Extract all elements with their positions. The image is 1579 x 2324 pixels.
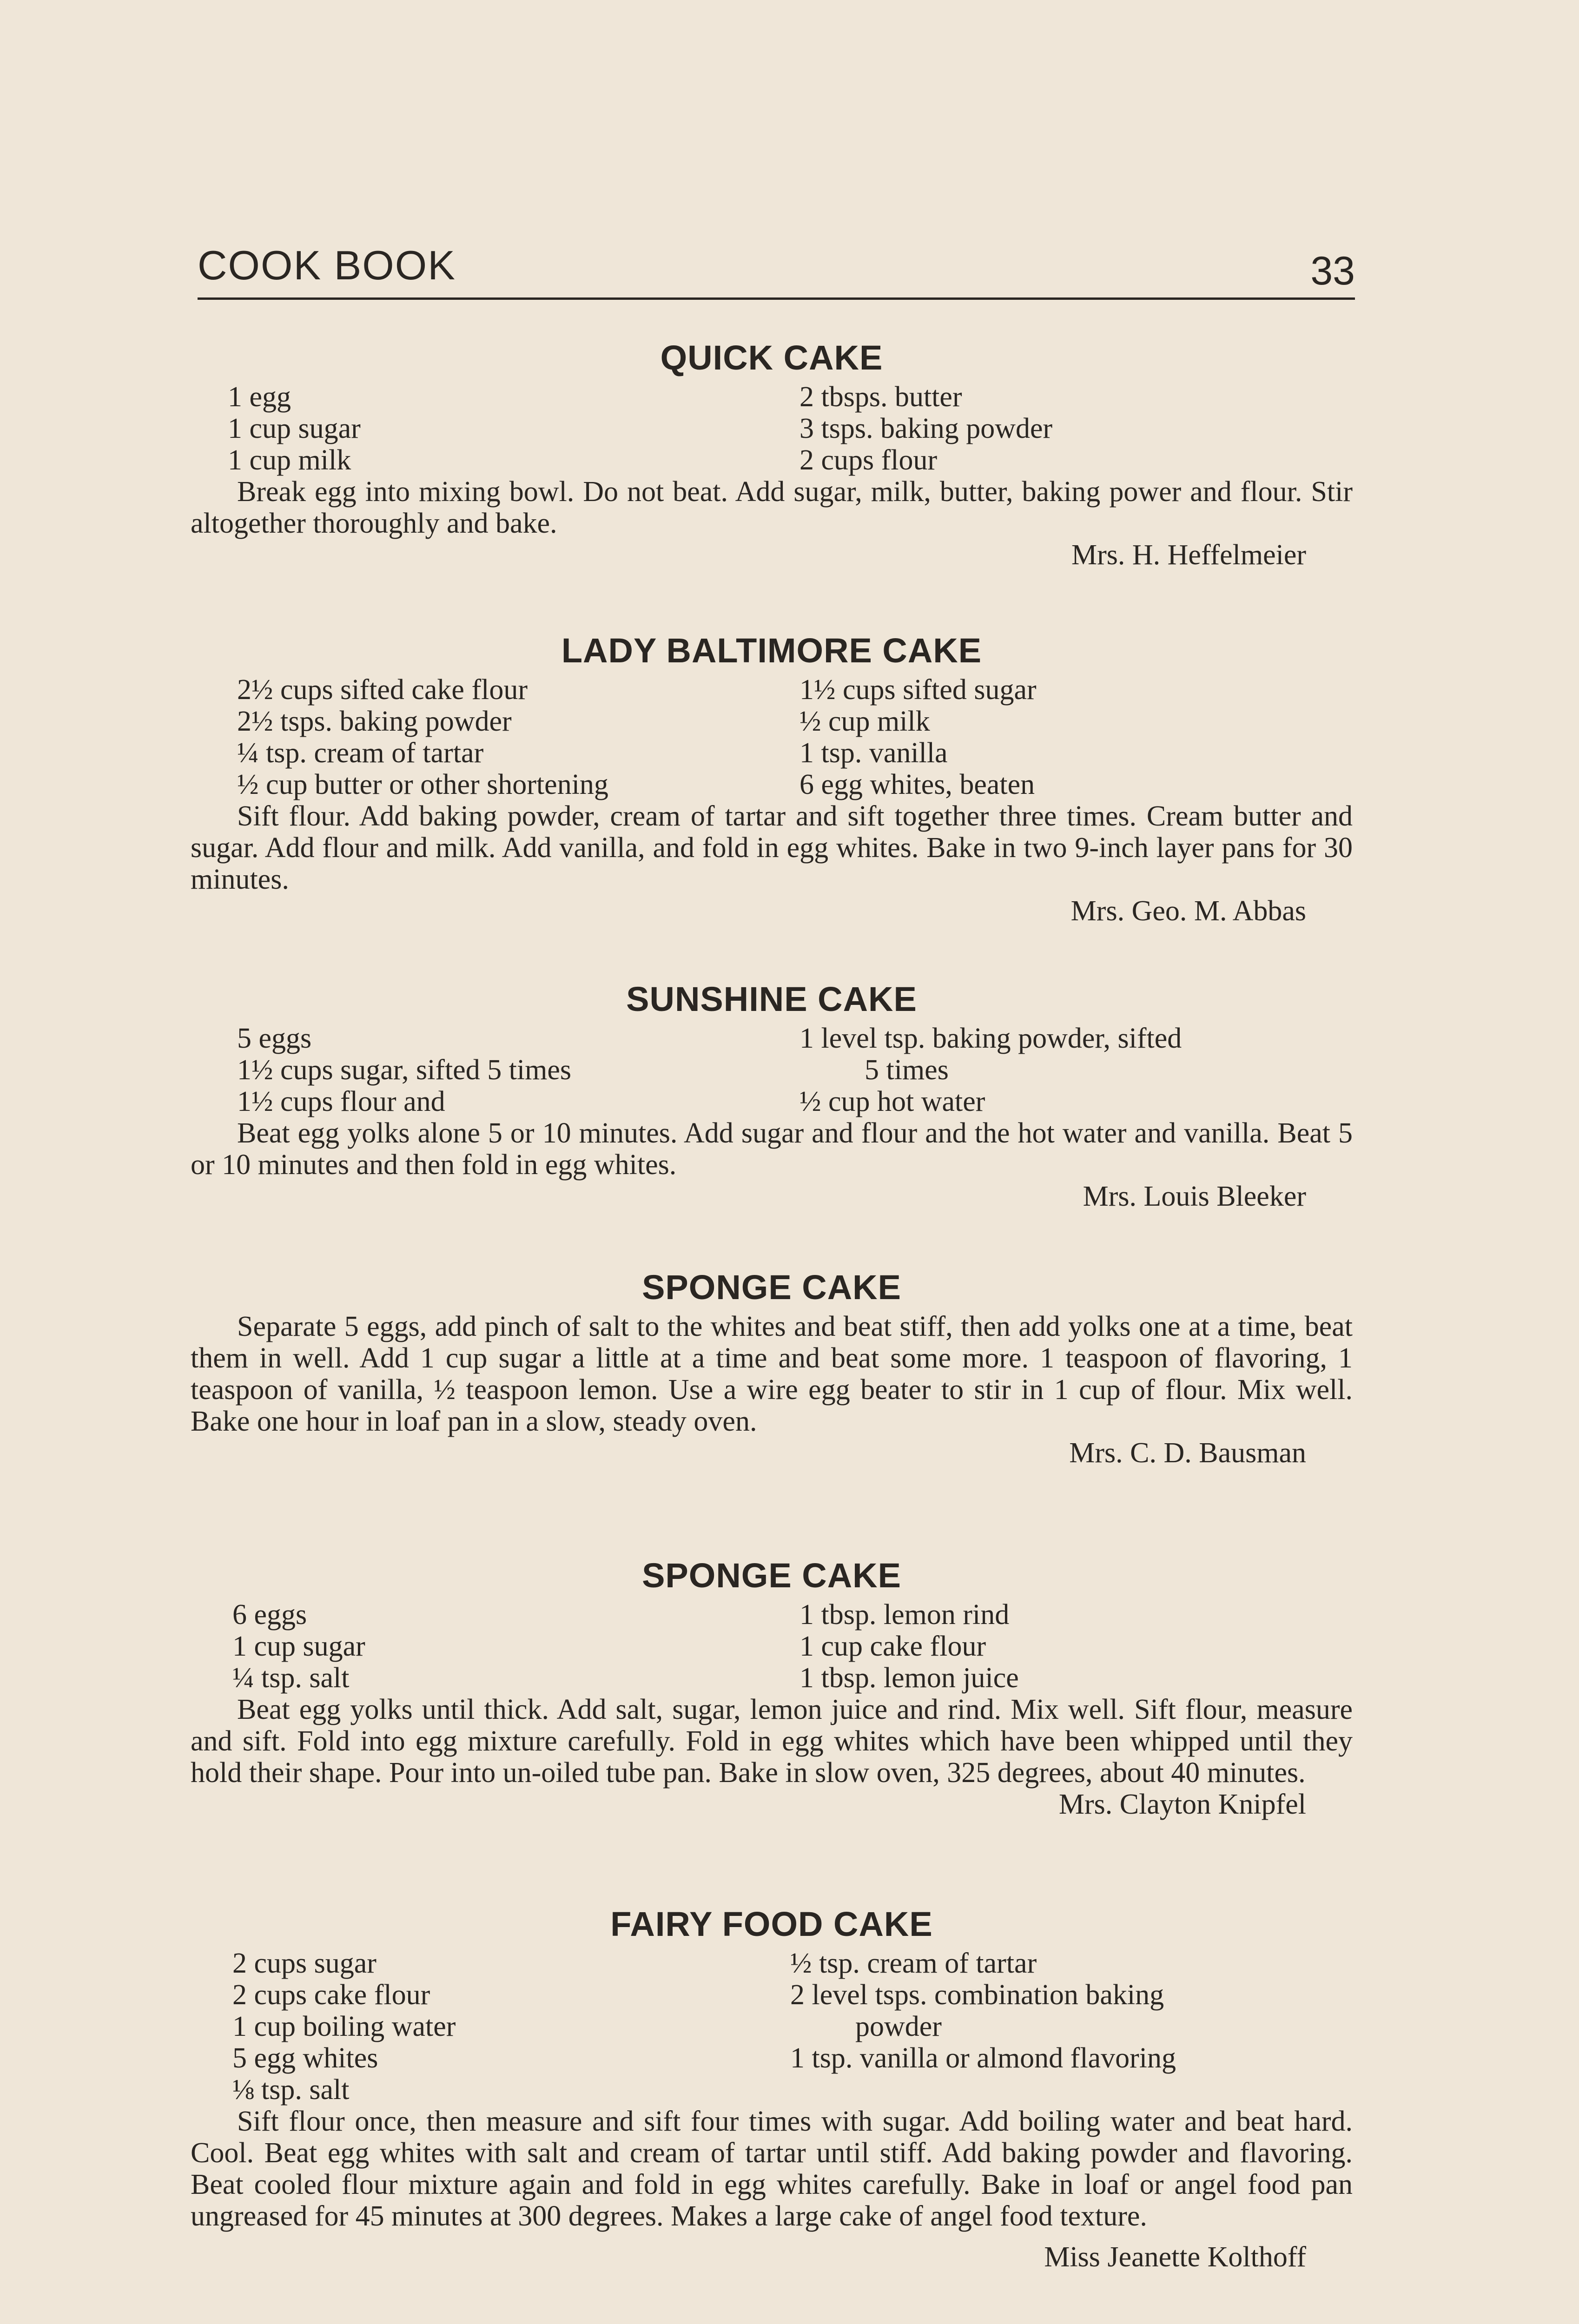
ingredient: ½ cup hot water — [799, 1086, 985, 1117]
ingredient: 1 level tsp. baking powder, sifted — [799, 1023, 1182, 1054]
ingredient: 1½ cups sugar, sifted 5 times — [237, 1054, 572, 1086]
recipe-directions: Break egg into mixing bowl. Do not beat. Add sugar, milk, butter, baking power and flour. Stir altogether thoroughly and bake. — [191, 476, 1353, 539]
page-number: 33 — [1310, 249, 1355, 293]
ingredient: ¼ tsp. cream of tartar — [237, 737, 484, 769]
ingredient: powder — [855, 2011, 942, 2042]
ingredient: 2 tbsps. butter — [799, 381, 962, 413]
ingredient: 6 egg whites, beaten — [799, 769, 1035, 800]
recipe-title: SPONGE CAKE — [642, 1556, 901, 1595]
ingredient: 1 tbsp. lemon juice — [799, 1662, 1019, 1694]
ingredient: ½ cup milk — [799, 706, 930, 737]
ingredient: 2 level tsps. combination baking — [790, 1979, 1164, 2011]
ingredient: 1 cup sugar — [228, 413, 361, 444]
recipe-directions: Beat egg yolks until thick. Add salt, sugar, lemon juice and rind. Mix well. Sift flour, measure and sift. Fold into egg mixture carefully. Fold in egg whites which have been whipped until they hold their shape. Pour into un-oiled tube pan. Bake in slow oven, 325 degrees, about 40 minutes. — [191, 1694, 1353, 1789]
recipe-sponge-cake-2 — [191, 1552, 1353, 1820]
ingredient: 1 egg — [228, 381, 291, 413]
ingredient: 1 cup sugar — [232, 1631, 365, 1662]
ingredient-list — [191, 1599, 1353, 1694]
recipe-directions: Beat egg yolks alone 5 or 10 minutes. Add sugar and flour and the hot water and vanilla. Beat 5 or 10 minutes and then fold in egg whites. — [191, 1117, 1353, 1181]
recipe-sponge-cake-1 — [191, 1264, 1353, 1469]
ingredient: 2 cups cake flour — [232, 1979, 430, 2011]
page-header — [198, 242, 1355, 300]
ingredient: 1 tsp. vanilla — [799, 737, 948, 769]
recipe-author: Mrs. H. Heffelmeier — [1071, 539, 1306, 571]
recipe-title: QUICK CAKE — [660, 338, 883, 377]
ingredient: 2½ tsps. baking powder — [237, 706, 512, 737]
ingredient: 1 tsp. vanilla or almond flavoring — [790, 2042, 1176, 2074]
ingredient: ⅛ tsp. salt — [232, 2074, 350, 2106]
recipe-author: Mrs. Geo. M. Abbas — [1070, 895, 1306, 927]
ingredient: 1½ cups flour and — [237, 1086, 445, 1117]
ingredient: 1 cup milk — [228, 444, 351, 476]
ingredient-list — [191, 381, 1353, 476]
recipe-directions: Sift flour once, then measure and sift four times with sugar. Add boiling water and beat hard. Cool. Beat egg whites with salt and cream of tartar until stiff. Add baking powder and flavoring. Beat cooled flour mixture again and fold in egg whites carefully. Bake in loaf or angel food pan ungreased for 45 minutes at 300 degrees. Makes a large cake of angel food texture. — [191, 2106, 1353, 2232]
recipe-author: Mrs. Clayton Knipfel — [1058, 1789, 1306, 1820]
recipe-title: SUNSHINE CAKE — [626, 980, 917, 1018]
recipe-fairy-food-cake — [191, 1901, 1353, 2273]
recipe-directions: Separate 5 eggs, add pinch of salt to the whites and beat stiff, then add yolks one at a time, beat them in well. Add 1 cup sugar a little at a time and beat some more. 1 teaspoon of flavoring, 1 teaspoon of vanilla, ½ teaspoon lemon. Use a wire egg beater to stir in 1 cup of flour. Mix well. Bake one hour in loaf pan in a slow, steady oven. — [191, 1311, 1353, 1437]
ingredient-list — [191, 1023, 1353, 1117]
recipe-author: Mrs. C. D. Bausman — [1069, 1437, 1306, 1469]
ingredient: 3 tsps. baking powder — [799, 413, 1053, 444]
ingredient: ½ cup butter or other shortening — [237, 769, 608, 800]
recipe-author: Mrs. Louis Bleeker — [1083, 1181, 1306, 1212]
recipe-quick-cake — [191, 335, 1353, 571]
ingredient: 1½ cups sifted sugar — [799, 674, 1037, 706]
ingredient: 1 tbsp. lemon rind — [799, 1599, 1010, 1631]
recipe-author: Miss Jeanette Kolthoff — [1044, 2241, 1306, 2273]
ingredient-list — [191, 674, 1353, 800]
ingredient: 1 cup cake flour — [799, 1631, 986, 1662]
ingredient: 1 cup boiling water — [232, 2011, 456, 2042]
recipe-directions: Sift flour. Add baking powder, cream of tartar and sift together three times. Cream butter and sugar. Add flour and milk. Add vanilla, and fold in egg whites. Bake in two 9-inch layer pans for 30 minutes. — [191, 800, 1353, 895]
ingredient: ½ tsp. cream of tartar — [790, 1948, 1037, 1979]
ingredient: 2 cups flour — [799, 444, 938, 476]
ingredient-list — [191, 1948, 1353, 2106]
ingredient: 6 eggs — [232, 1599, 307, 1631]
recipe-title: FAIRY FOOD CAKE — [610, 1905, 933, 1943]
recipe-title: LADY BALTIMORE CAKE — [561, 631, 982, 670]
ingredient: 5 egg whites — [232, 2042, 378, 2074]
recipe-lady-baltimore-cake — [191, 627, 1353, 927]
ingredient: 5 eggs — [237, 1023, 312, 1054]
recipe-title: SPONGE CAKE — [642, 1268, 901, 1307]
ingredient: 5 times — [865, 1054, 949, 1086]
ingredient: ¼ tsp. salt — [232, 1662, 350, 1694]
recipe-sunshine-cake — [191, 976, 1353, 1212]
ingredient: 2 cups sugar — [232, 1948, 377, 1979]
ingredient: 2½ cups sifted cake flour — [237, 674, 528, 706]
book-title: COOK BOOK — [198, 242, 456, 288]
